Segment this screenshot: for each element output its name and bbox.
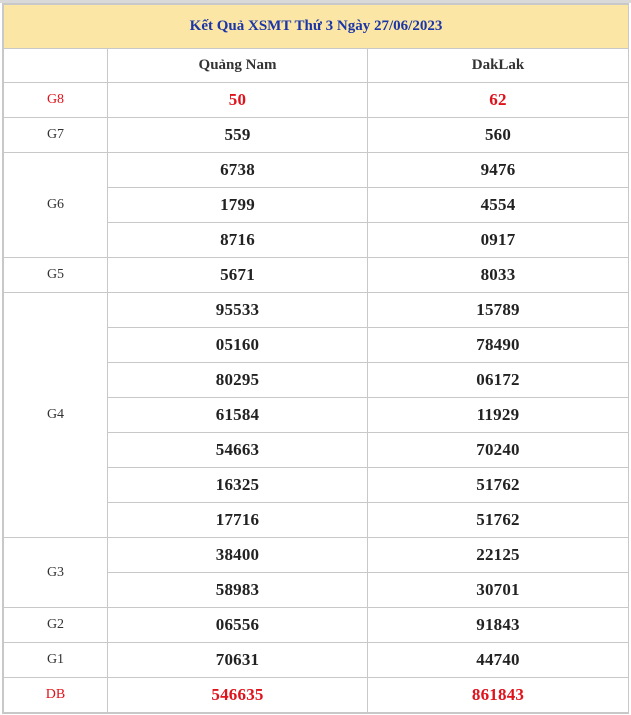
header-province-quang-nam: Quảng Nam xyxy=(108,49,368,83)
prize-label-g7: G7 xyxy=(4,118,108,153)
header-province-daklak: DakLak xyxy=(368,49,629,83)
prize-row-g1 xyxy=(4,643,629,678)
prize-label-db: DB xyxy=(4,678,108,713)
result-cell: 51762 xyxy=(368,503,629,538)
prize-label-g4: G4 xyxy=(4,293,108,538)
prize-row-g5 xyxy=(4,258,629,293)
result-cell: 11929 xyxy=(368,398,629,433)
result-cell: 1799 xyxy=(108,188,368,223)
result-cell: 30701 xyxy=(368,573,629,608)
result-cell: 6738 xyxy=(108,153,368,188)
prize-label-g8: G8 xyxy=(4,83,108,118)
result-cell: 8716 xyxy=(108,223,368,258)
lottery-results-table xyxy=(3,4,629,713)
result-cell: 8033 xyxy=(368,258,629,293)
prize-row-g3 xyxy=(4,538,629,573)
prize-label-g5: G5 xyxy=(4,258,108,293)
header-prize-empty xyxy=(4,49,108,83)
result-cell: 9476 xyxy=(368,153,629,188)
result-cell: 5671 xyxy=(108,258,368,293)
prize-row-g8 xyxy=(4,83,629,118)
prize-row-db xyxy=(4,678,629,713)
result-cell: 06556 xyxy=(108,608,368,643)
title-row xyxy=(4,5,629,49)
result-cell: 559 xyxy=(108,118,368,153)
result-cell: 62 xyxy=(368,83,629,118)
prize-label-g3: G3 xyxy=(4,538,108,608)
results-title: Kết Quả XSMT Thứ 3 Ngày 27/06/2023 xyxy=(4,5,629,49)
result-cell: 51762 xyxy=(368,468,629,503)
result-cell: 38400 xyxy=(108,538,368,573)
prize-label-g6: G6 xyxy=(4,153,108,258)
result-cell: 78490 xyxy=(368,328,629,363)
results-frame xyxy=(2,3,629,714)
prize-row-g7 xyxy=(4,118,629,153)
result-cell: 50 xyxy=(108,83,368,118)
result-cell: 4554 xyxy=(368,188,629,223)
result-cell: 91843 xyxy=(368,608,629,643)
result-cell: 560 xyxy=(368,118,629,153)
result-cell: 05160 xyxy=(108,328,368,363)
result-cell: 44740 xyxy=(368,643,629,678)
result-cell: 15789 xyxy=(368,293,629,328)
result-cell: 0917 xyxy=(368,223,629,258)
prize-label-g2: G2 xyxy=(4,608,108,643)
result-cell: 61584 xyxy=(108,398,368,433)
result-cell: 17716 xyxy=(108,503,368,538)
result-cell: 80295 xyxy=(108,363,368,398)
prize-label-g1: G1 xyxy=(4,643,108,678)
result-cell: 95533 xyxy=(108,293,368,328)
result-cell: 861843 xyxy=(368,678,629,713)
result-cell: 16325 xyxy=(108,468,368,503)
result-cell: 22125 xyxy=(368,538,629,573)
header-row xyxy=(4,49,629,83)
result-cell: 70240 xyxy=(368,433,629,468)
prize-row-g2 xyxy=(4,608,629,643)
result-cell: 546635 xyxy=(108,678,368,713)
result-cell: 58983 xyxy=(108,573,368,608)
prize-row-g6 xyxy=(4,153,629,188)
result-cell: 54663 xyxy=(108,433,368,468)
prize-row-g4 xyxy=(4,293,629,328)
result-cell: 06172 xyxy=(368,363,629,398)
result-cell: 70631 xyxy=(108,643,368,678)
